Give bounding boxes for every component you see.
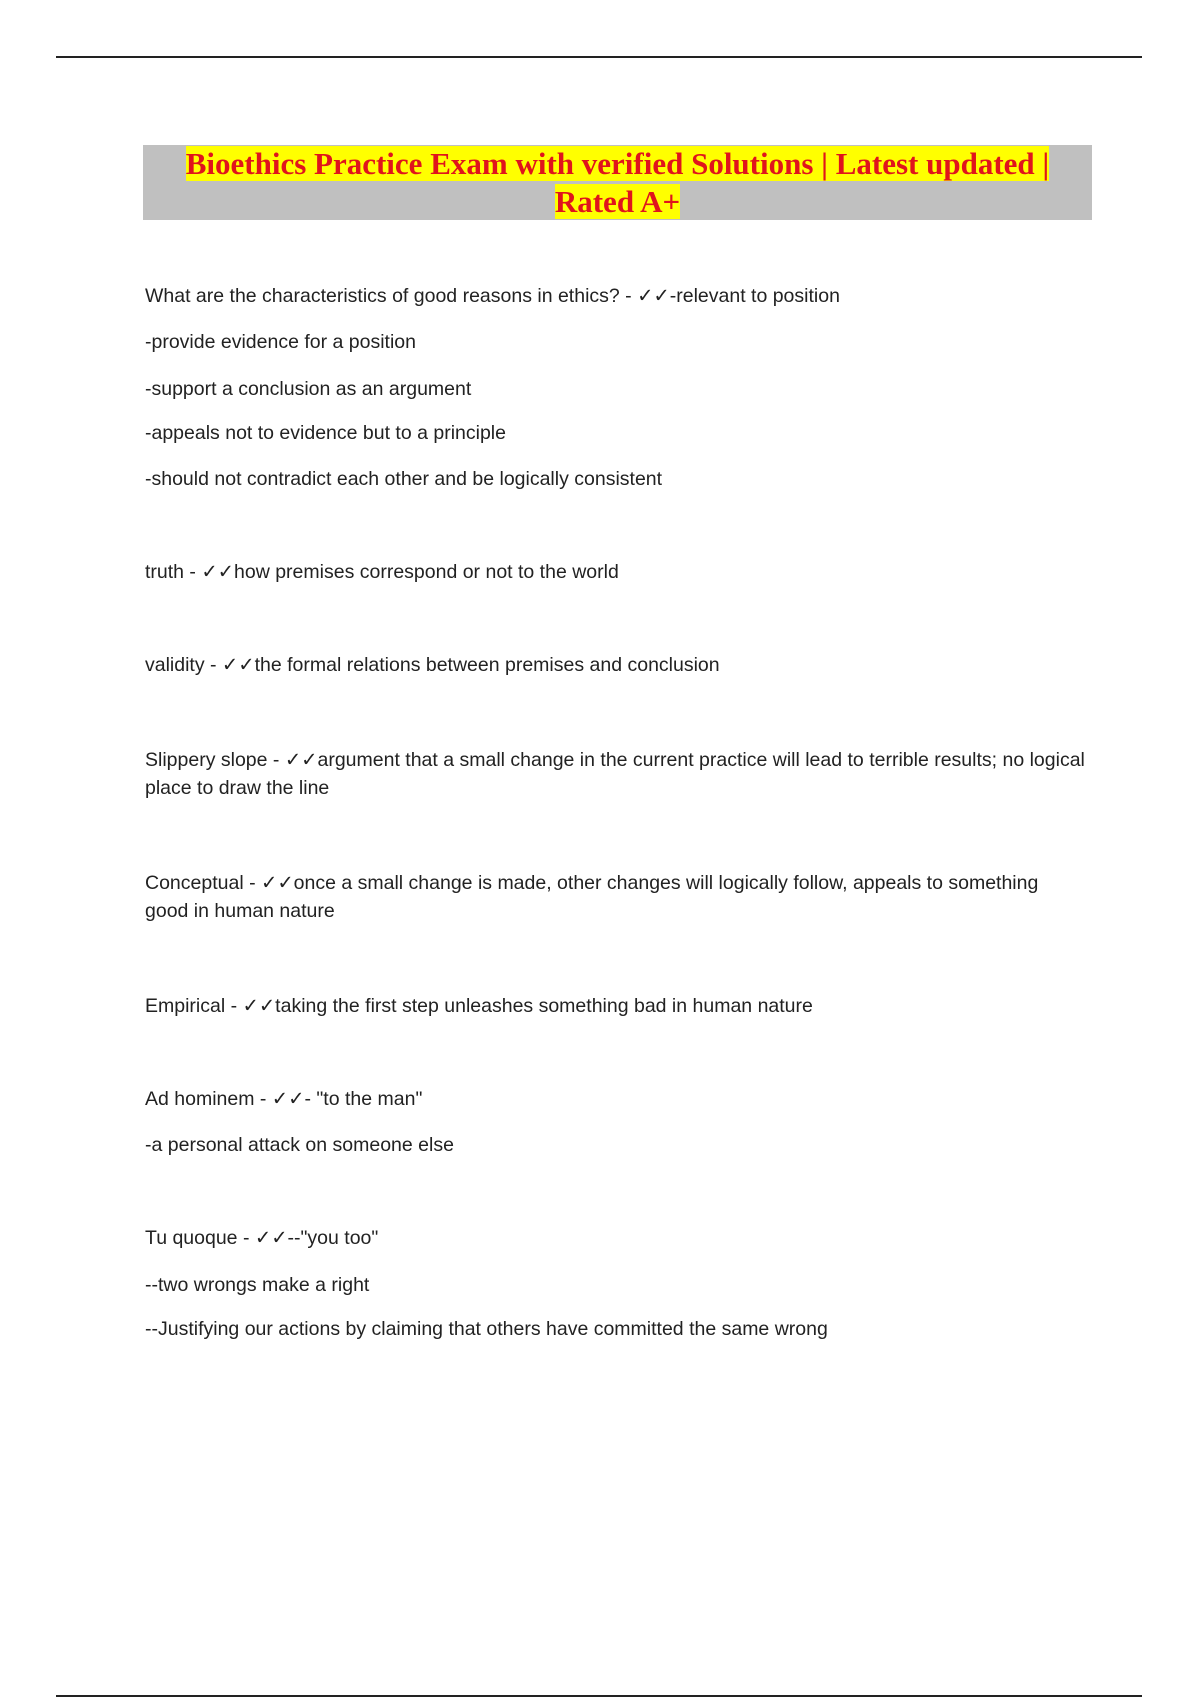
qa-line: validity - ✓✓the formal relations between premises and conclusion: [145, 654, 720, 676]
qa-line: -a personal attack on someone else: [145, 1134, 454, 1156]
qa-line: -support a conclusion as an argument: [145, 378, 472, 400]
qa-line: -provide evidence for a position: [145, 331, 416, 353]
top-rule: [56, 56, 1142, 58]
qa-line: truth - ✓✓how premises correspond or not to the world: [145, 561, 619, 583]
document-title-band: [143, 145, 1092, 220]
qa-line: Tu quoque - ✓✓--"you too": [145, 1227, 379, 1249]
qa-line: Conceptual - ✓✓once a small change is made, other changes will logically follow, appeals to something good in human nature: [145, 872, 1039, 922]
qa-line: Slippery slope - ✓✓argument that a small change in the current practice will lead to terrible results; no logical place to draw the line: [145, 749, 1085, 799]
qa-line: -appeals not to evidence but to a principle: [145, 422, 506, 444]
qa-line: Empirical - ✓✓taking the first step unleashes something bad in human nature: [145, 995, 813, 1017]
qa-line: Ad hominem - ✓✓- "to the man": [145, 1088, 423, 1110]
bottom-rule: [56, 1695, 1142, 1697]
document-title: Bioethics Practice Exam with verified Solutions | Latest updated | Rated A+: [185, 146, 1050, 219]
qa-line: What are the characteristics of good reasons in ethics? - ✓✓-relevant to position: [145, 285, 840, 307]
qa-line: -should not contradict each other and be logically consistent: [145, 468, 663, 490]
qa-line: --two wrongs make a right: [145, 1274, 370, 1296]
qa-line: --Justifying our actions by claiming that others have committed the same wrong: [145, 1318, 828, 1340]
